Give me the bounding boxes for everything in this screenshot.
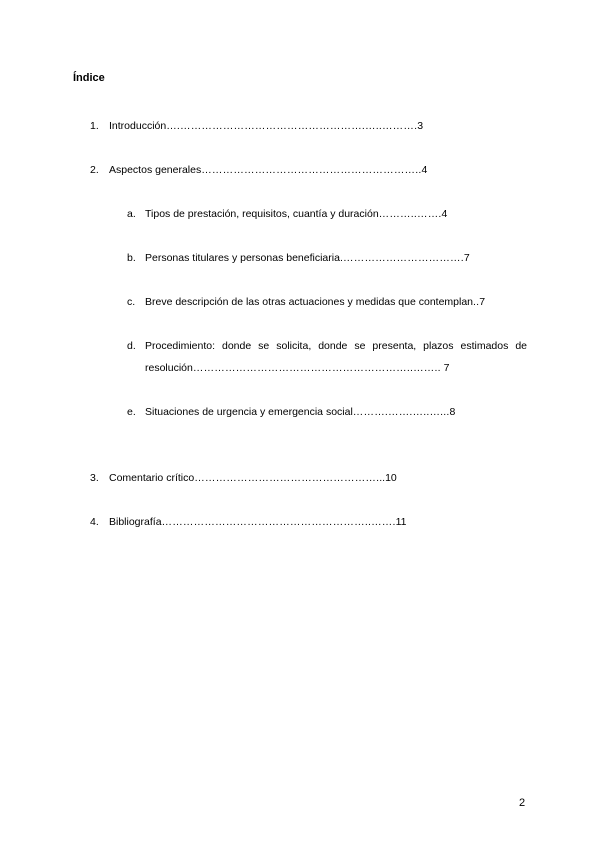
toc-subentry-page: 4 bbox=[441, 208, 448, 220]
toc-subentry-title: Breve descripción de las otras actuaciones y medidas que contemplan bbox=[145, 296, 474, 308]
toc-subentry-letter: a. bbox=[127, 208, 136, 220]
toc-entry-title: Aspectos generales bbox=[109, 164, 202, 176]
toc-subentry-page: 8 bbox=[449, 406, 456, 418]
toc-subentry-b bbox=[127, 251, 470, 265]
toc-entry-1 bbox=[90, 119, 424, 133]
toc-subentry-d-continued bbox=[145, 361, 450, 375]
toc-entry-number: 2. bbox=[90, 164, 99, 176]
toc-entry-number: 1. bbox=[90, 120, 99, 132]
toc-entry-2 bbox=[90, 163, 428, 177]
toc-entry-3 bbox=[90, 471, 397, 485]
toc-subentry-page: 7 bbox=[479, 296, 486, 308]
toc-entry-4 bbox=[90, 515, 407, 529]
toc-entry-leader: ……………………………………………. bbox=[194, 472, 380, 484]
toc-subentry-e bbox=[127, 405, 456, 419]
toc-subentry-leader: ……….…….…..…... bbox=[352, 406, 450, 418]
toc-subentry-leader: .……………………………. bbox=[339, 252, 464, 264]
toc-subentry-letter: c. bbox=[127, 296, 136, 308]
toc-entry-page: ..10 bbox=[379, 472, 397, 484]
toc-entry-page: 11 bbox=[395, 516, 407, 528]
toc-subentry-title-line2: resolución bbox=[145, 362, 193, 374]
toc-entry-page: 4 bbox=[421, 164, 428, 176]
page-number: 2 bbox=[519, 797, 526, 809]
toc-entry-number: 3. bbox=[90, 472, 99, 484]
toc-subentry-d bbox=[127, 339, 527, 353]
toc-subentry-title: Situaciones de urgencia y emergencia social bbox=[145, 406, 353, 418]
toc-subentry-page: 7 bbox=[440, 362, 450, 374]
toc-entry-number: 4. bbox=[90, 516, 99, 528]
toc-subentry-title: Personas titulares y personas beneficiaria bbox=[145, 252, 340, 264]
toc-entry-title: Comentario crítico bbox=[109, 472, 195, 484]
toc-subentry-title-line1: Procedimiento: donde se solicita, donde se presenta, plazos estimados de bbox=[145, 340, 527, 352]
toc-entry-page: 3 bbox=[417, 120, 424, 132]
toc-subentry-letter: e. bbox=[127, 406, 136, 418]
toc-subentry-c bbox=[127, 295, 486, 309]
toc-subentry-title: Tipos de prestación, requisitos, cuantía y duración bbox=[145, 208, 379, 220]
toc-subentry-leader: ………..……. bbox=[378, 208, 442, 220]
toc-subentry-leader: .. bbox=[473, 296, 480, 308]
toc-subentry-a bbox=[127, 207, 448, 221]
toc-entry-title: Introducción bbox=[109, 120, 167, 132]
toc-entry-leader: …………………………………………………….. bbox=[201, 164, 422, 176]
toc-subentry-page: 7 bbox=[463, 252, 470, 264]
toc-subentry-leader: ……………………………………………………..…….. bbox=[192, 362, 441, 374]
toc-entry-title: Bibliografía bbox=[109, 516, 162, 528]
toc-heading: Índice bbox=[73, 72, 105, 84]
toc-subentry-letter: b. bbox=[127, 252, 136, 264]
toc-entry-leader: ….…………………………………………….…..………. bbox=[166, 120, 418, 132]
toc-entry-leader: …………………………………………………..……. bbox=[161, 516, 396, 528]
toc-subentry-letter: d. bbox=[127, 340, 136, 352]
